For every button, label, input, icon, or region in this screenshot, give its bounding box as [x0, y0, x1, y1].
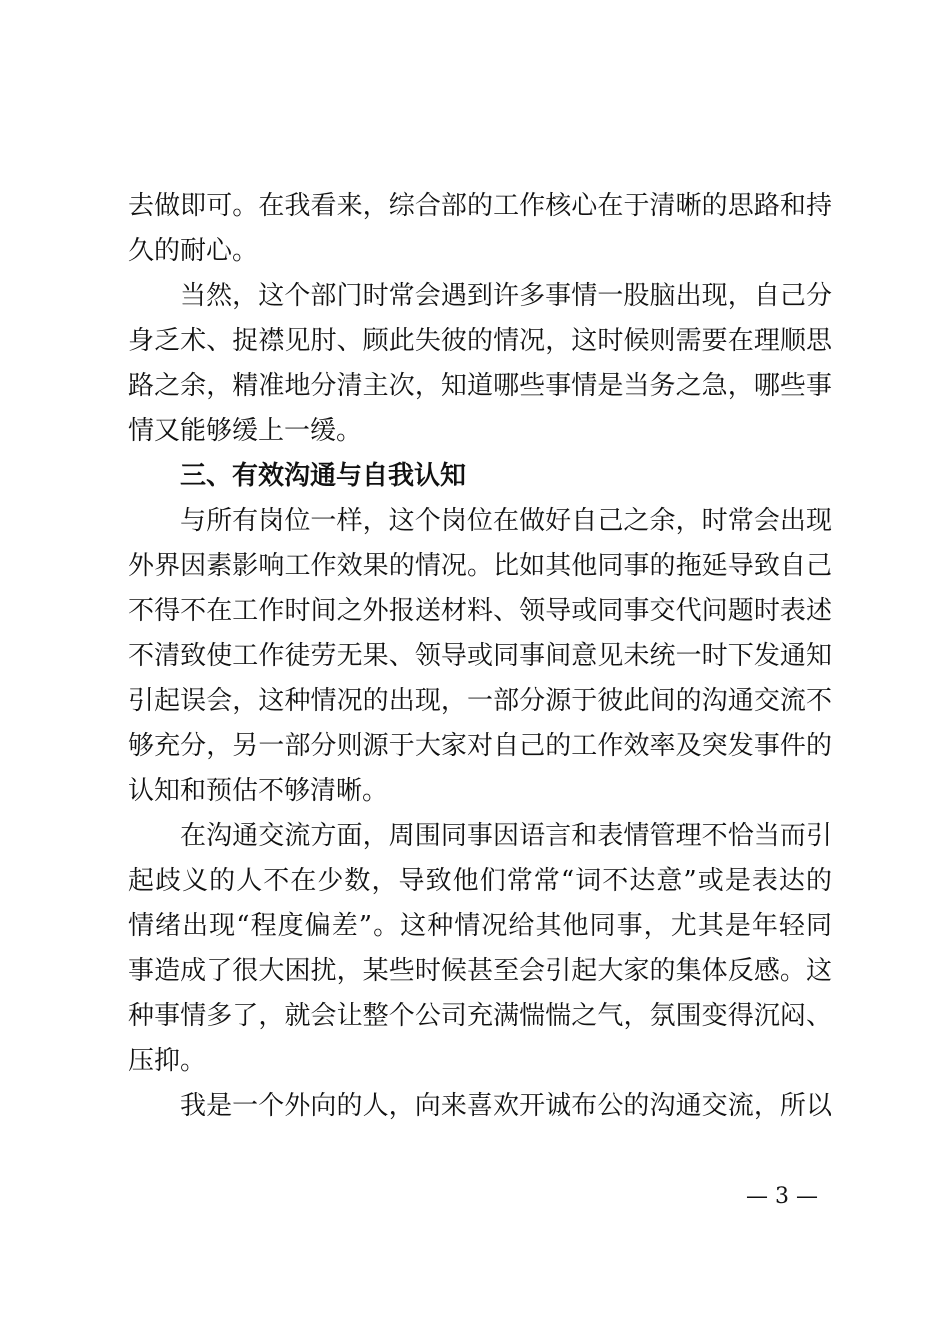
paragraph-line: 在沟通交流方面，周围同事因语言和表情管理不恰当而引: [180, 821, 832, 851]
paragraph-line: 不清致使工作徒劳无果、领导或同事间意见未统一时下发通知: [128, 641, 832, 671]
paragraph-line: 够充分，另一部分则源于大家对自己的工作效率及突发事件的: [128, 731, 832, 761]
paragraph-line: 路之余，精准地分清主次，知道哪些事情是当务之急，哪些事: [128, 371, 832, 401]
paragraph-line: 与所有岗位一样，这个岗位在做好自己之余，时常会出现: [180, 506, 832, 536]
paragraph-line: 压抑。: [128, 1046, 207, 1076]
paragraph-line: 我是一个外向的人，向来喜欢开诚布公的沟通交流，所以: [180, 1091, 832, 1121]
paragraph-line: 身乏术、捉襟见肘、顾此失彼的情况，这时候则需要在理顺思: [128, 326, 832, 356]
paragraph-line: 事造成了很大困扰，某些时候甚至会引起大家的集体反感。这: [128, 956, 832, 986]
paragraph-line: 当然，这个部门时常会遇到许多事情一股脑出现，自己分: [180, 281, 832, 311]
paragraph-line: 引起误会，这种情况的出现，一部分源于彼此间的沟通交流不: [128, 686, 832, 716]
paragraph-line: 起歧义的人不在少数，导致他们常常“词不达意”或是表达的: [128, 866, 832, 896]
paragraph-line: 久的耐心。: [128, 236, 259, 266]
paragraph-line: 外界因素影响工作效果的情况。比如其他同事的拖延导致自己: [128, 551, 832, 581]
paragraph-line: 不得不在工作时间之外报送材料、领导或同事交代问题时表述: [128, 596, 832, 626]
document-body: [128, 184, 832, 1129]
page-number: — 3 —: [746, 1184, 818, 1209]
paragraph-line: 情绪出现“程度偏差”。这种情况给其他同事，尤其是年轻同: [128, 911, 832, 941]
paragraph-line: 认知和预估不够清晰。: [128, 776, 389, 806]
paragraph-line: 种事情多了，就会让整个公司充满惴惴之气，氛围变得沉闷、: [128, 1001, 832, 1031]
section-heading: 三、有效沟通与自我认知: [180, 461, 467, 491]
paragraph-line: 情又能够缓上一缓。: [128, 416, 363, 446]
paragraph-line: 去做即可。在我看来，综合部的工作核心在于清晰的思路和持: [128, 191, 832, 221]
